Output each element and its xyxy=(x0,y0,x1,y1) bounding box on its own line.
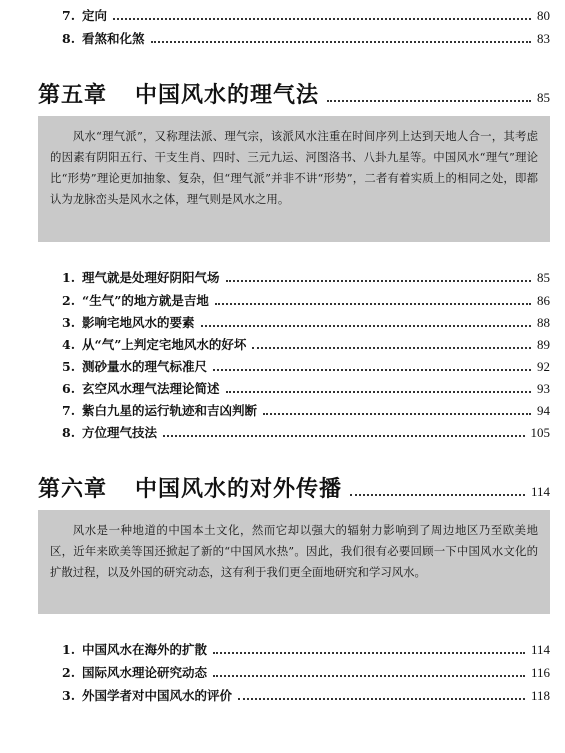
chapter-heading[interactable] xyxy=(38,78,550,109)
item-title: 从“气”上判定宅地风水的好坏 xyxy=(82,337,247,352)
leader-dots xyxy=(163,434,524,437)
item-page: 116 xyxy=(530,665,550,680)
item-page: 89 xyxy=(537,337,550,352)
toc-item[interactable] xyxy=(62,640,550,658)
item-number: 2. xyxy=(62,293,76,308)
item-title: 国际风水理论研究动态 xyxy=(82,665,208,680)
toc-item[interactable] xyxy=(62,313,550,331)
toc-item[interactable] xyxy=(62,6,550,24)
toc-item[interactable] xyxy=(62,29,550,47)
item-page: 114 xyxy=(530,642,550,657)
item-page: 94 xyxy=(537,403,550,418)
chapter-summary xyxy=(38,116,550,242)
toc-item[interactable] xyxy=(62,268,550,286)
item-page: 86 xyxy=(537,293,550,308)
chapter-number: 第五章 xyxy=(38,82,108,108)
leader-dots xyxy=(213,674,525,677)
item-page: 80 xyxy=(537,8,550,23)
chapter-title: 中国风水的理气法 xyxy=(135,82,320,108)
item-number: 7. xyxy=(62,403,76,418)
chapter-summary xyxy=(38,510,550,614)
leader-dots xyxy=(226,279,531,282)
item-title: 理气就是处理好阴阳气场 xyxy=(82,270,220,285)
item-number: 3. xyxy=(62,315,76,330)
toc-item[interactable] xyxy=(62,401,550,419)
item-number: 1. xyxy=(62,642,76,657)
leader-dots xyxy=(215,302,531,305)
item-title: 紫白九星的运行轨迹和吉凶判断 xyxy=(82,403,258,418)
leader-dots xyxy=(327,99,531,102)
toc-item[interactable] xyxy=(62,663,550,681)
item-title: 测砂量水的理气标准尺 xyxy=(82,359,208,374)
leader-dots xyxy=(151,40,531,43)
toc-item[interactable] xyxy=(62,423,550,441)
leader-dots xyxy=(113,17,531,20)
item-page: 92 xyxy=(537,359,550,374)
item-title: 影响宅地风水的要素 xyxy=(82,315,195,330)
item-number: 7. xyxy=(62,8,76,23)
item-title: 方位理气技法 xyxy=(82,425,158,440)
item-number: 8. xyxy=(62,31,76,46)
item-page: 118 xyxy=(530,688,550,703)
chapter-number: 第六章 xyxy=(38,476,108,502)
toc-item[interactable] xyxy=(62,379,550,397)
item-number: 8. xyxy=(62,425,76,440)
item-number: 3. xyxy=(62,688,76,703)
item-title: 中国风水在海外的扩散 xyxy=(82,642,208,657)
leader-dots xyxy=(252,346,531,349)
toc-item[interactable] xyxy=(62,357,550,375)
item-title: 看煞和化煞 xyxy=(82,31,145,46)
item-page: 85 xyxy=(537,270,550,285)
item-number: 4. xyxy=(62,337,76,352)
item-number: 2. xyxy=(62,665,76,680)
summary-text: 风水“理气派”，又称理法派、理气宗，该派风水注重在时间序列上达到天地人合一，其考虑的因素有阴阳五行、干支生肖、四时、三元九运、河图洛书、八卦九星等。中国风水“理气”理论比“形势”理论更加抽象、复杂，但“理气派”并非不讲“形势”，二者有着实质上的相同之处，即都认为龙脉峦头是风水之体，理气则是风水之用。 xyxy=(50,129,538,206)
leader-dots xyxy=(213,651,525,654)
toc-item[interactable] xyxy=(62,335,550,353)
item-number: 1. xyxy=(62,270,76,285)
chapter-heading[interactable] xyxy=(38,472,550,503)
item-title: 定向 xyxy=(82,8,108,23)
summary-text: 风水是一种地道的中国本土文化，然而它却以强大的辐射力影响到了周边地区乃至欧美地区，近年来欧美等国还掀起了新的“中国风水热”。因此，我们很有必要回顾一下中国风水文化的扩散过程，以及外国的研究动态，这有利于我们更全面地研究和学习风水。 xyxy=(50,523,538,579)
item-page: 88 xyxy=(537,315,550,330)
item-page: 83 xyxy=(537,31,550,46)
item-page: 93 xyxy=(537,381,550,396)
leader-dots xyxy=(238,697,525,700)
chapter-title: 中国风水的对外传播 xyxy=(135,476,343,502)
item-title: 外国学者对中国风水的评价 xyxy=(82,688,233,703)
item-number: 6. xyxy=(62,381,76,396)
item-number: 5. xyxy=(62,359,76,374)
toc-item[interactable] xyxy=(62,291,550,309)
chapter-page: 114 xyxy=(530,484,550,499)
leader-dots xyxy=(263,412,531,415)
leader-dots xyxy=(350,493,525,496)
chapter-page: 85 xyxy=(537,90,550,105)
item-title: 玄空风水理气法理论简述 xyxy=(82,381,220,396)
toc-item[interactable] xyxy=(62,686,550,704)
leader-dots xyxy=(201,324,531,327)
item-page: 105 xyxy=(530,425,550,440)
leader-dots xyxy=(226,390,531,393)
leader-dots xyxy=(213,368,531,371)
item-title: “生气”的地方就是吉地 xyxy=(82,293,209,308)
